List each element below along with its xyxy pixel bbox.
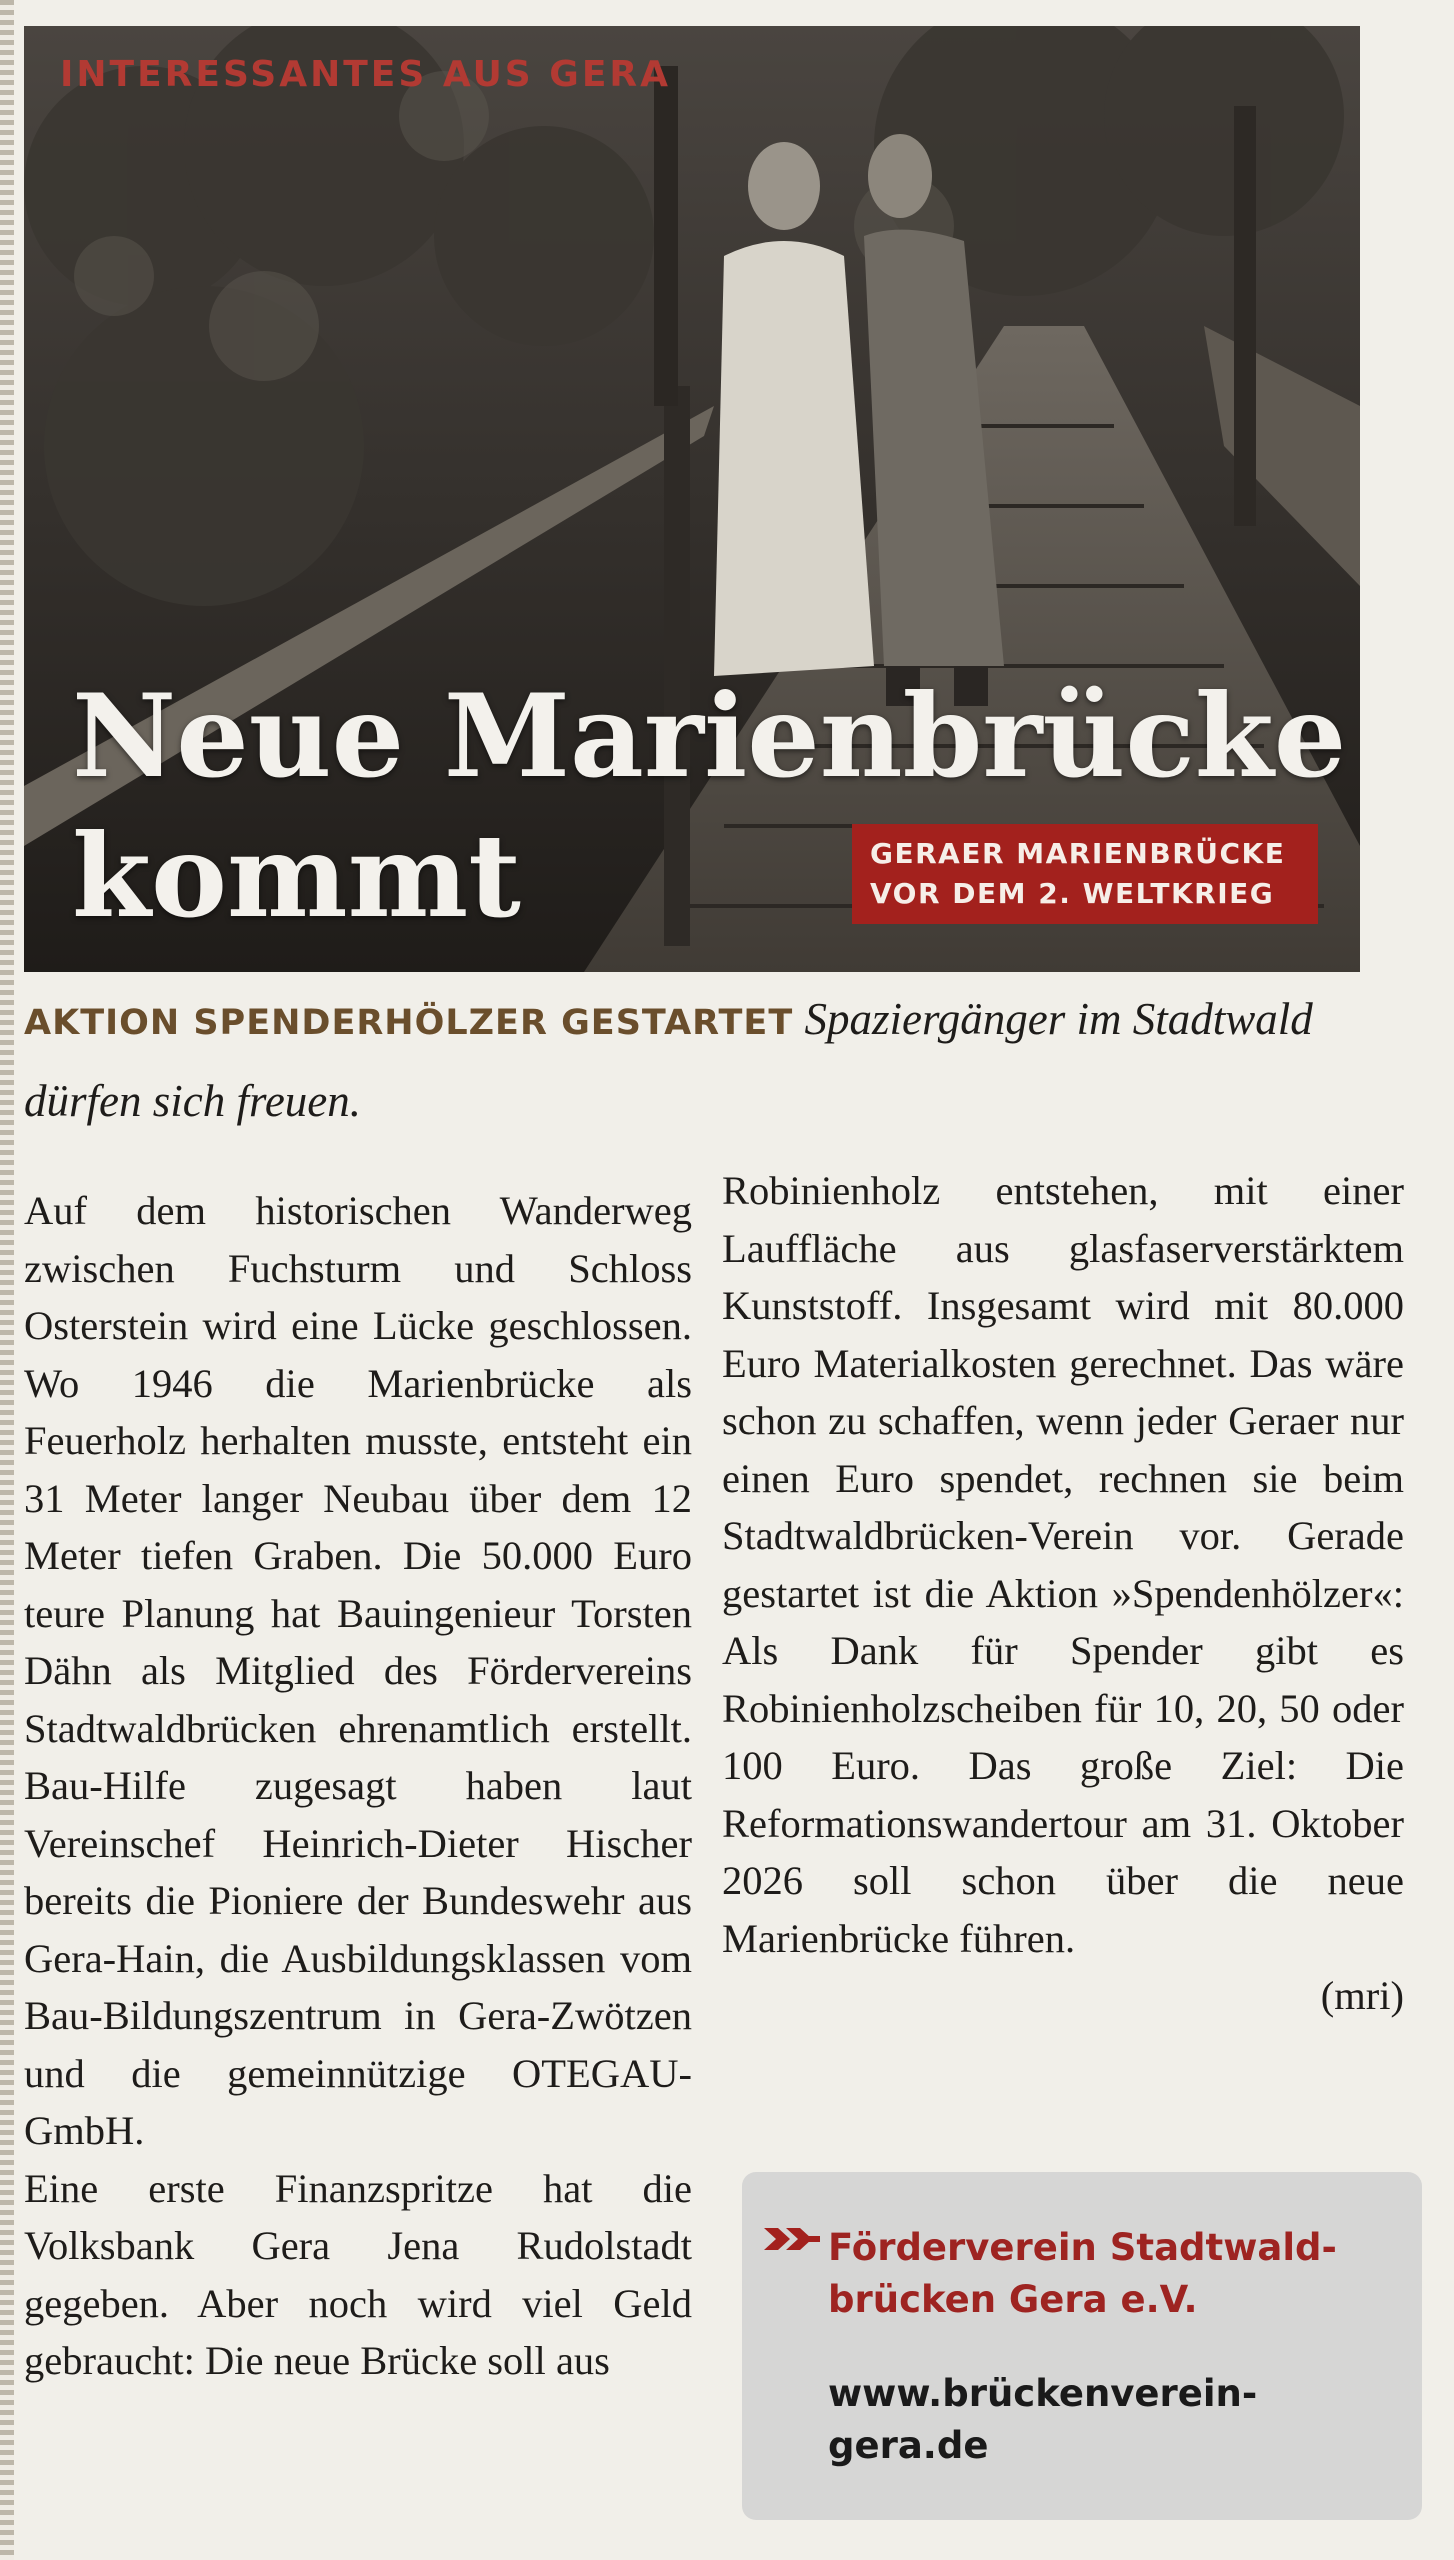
website-link-line-2: gera.de — [828, 2424, 989, 2467]
article-paragraph-3: Robinienholz entstehen, mit einer Lauffläche aus glasfaserverstärktem Kunststoff. Insgesamt wird mit 80.000 Euro Materialkosten gerechnet. Das wäre schon zu schaffen, wenn jeder Geraer nur einen Euro spendet, rechnen sie beim Stadtwaldbrücken-Verein vor. Gerade gestartet ist die Aktion »Spendenhölzer«: Als Dank für Spender gibt es Robinienholzscheiben für 10, 20, 50 oder 100 Euro. Das große Ziel: Die Reformationswandertour am 31. Oktober 2026 soll schon über die neue Marienbrücke führen. — [722, 1168, 1404, 1961]
double-arrow-right-icon — [764, 2224, 822, 2254]
page-binding-edge — [0, 0, 14, 2560]
website-link[interactable] — [828, 2368, 1257, 2472]
intro-label: AKTION SPENDERHÖLZER GESTARTET — [24, 1003, 794, 1043]
info-box-title — [828, 2222, 1337, 2326]
photo-caption-line-2: VOR DEM 2. WELTKRIEG — [870, 877, 1275, 910]
headline-line-2: kommt — [72, 809, 521, 943]
photo-caption — [852, 824, 1318, 924]
article-column-left — [24, 1182, 692, 2390]
intro-text: Spaziergänger im Stadtwald dürfen sich freuen. — [24, 994, 1313, 1126]
photo-caption-line-1: GERAER MARIENBRÜCKE — [870, 837, 1286, 870]
article-signoff — [722, 1967, 1404, 2025]
info-box-title-line-2: brücken Gera e.V. — [828, 2278, 1198, 2321]
article-paragraph-2: Eine erste Finanzspritze hat die Volksbank Gera Jena Rudolstadt gegeben. Aber noch wird viel Geld gebraucht: Die neue Brücke soll aus — [24, 2165, 692, 2383]
headline-line-1: Neue Marienbrücke — [72, 669, 1347, 803]
article-paragraph-1: Auf dem historischen Wanderweg zwischen Fuchsturm und Schloss Osterstein wird eine Lücke geschlossen. Wo 1946 die Marienbrücke als Feuerholz herhalten musste, entsteht ein 31 Meter langer Neubau über dem 12 Meter tiefen Graben. Die 50.000 Euro teure Planung hat Bauingenieur Torsten Dähn als Mitglied des Fördervereins Stadtwaldbrücken ehrenamtlich erstellt. Bau-Hilfe zugesagt haben laut Vereinschef Heinrich-Dieter Hischer bereits die Pioniere der Bundeswehr aus Gera-Hain, die Ausbildungsklassen vom Bau-Bildungszentrum in Gera-Zwötzen und die gemeinnützige OTEGAU-GmbH. — [24, 1188, 692, 2153]
info-box-title-line-1: Förderverein Stadtwald- — [828, 2226, 1337, 2269]
article-intro — [24, 980, 1354, 1140]
author-initials: (mri) — [1320, 1973, 1404, 2018]
section-kicker: INTERESSANTES AUS GERA — [60, 54, 671, 95]
info-box — [742, 2172, 1422, 2520]
website-link-line-1: www.brückenverein- — [828, 2372, 1258, 2415]
article-column-right — [722, 1162, 1404, 2025]
